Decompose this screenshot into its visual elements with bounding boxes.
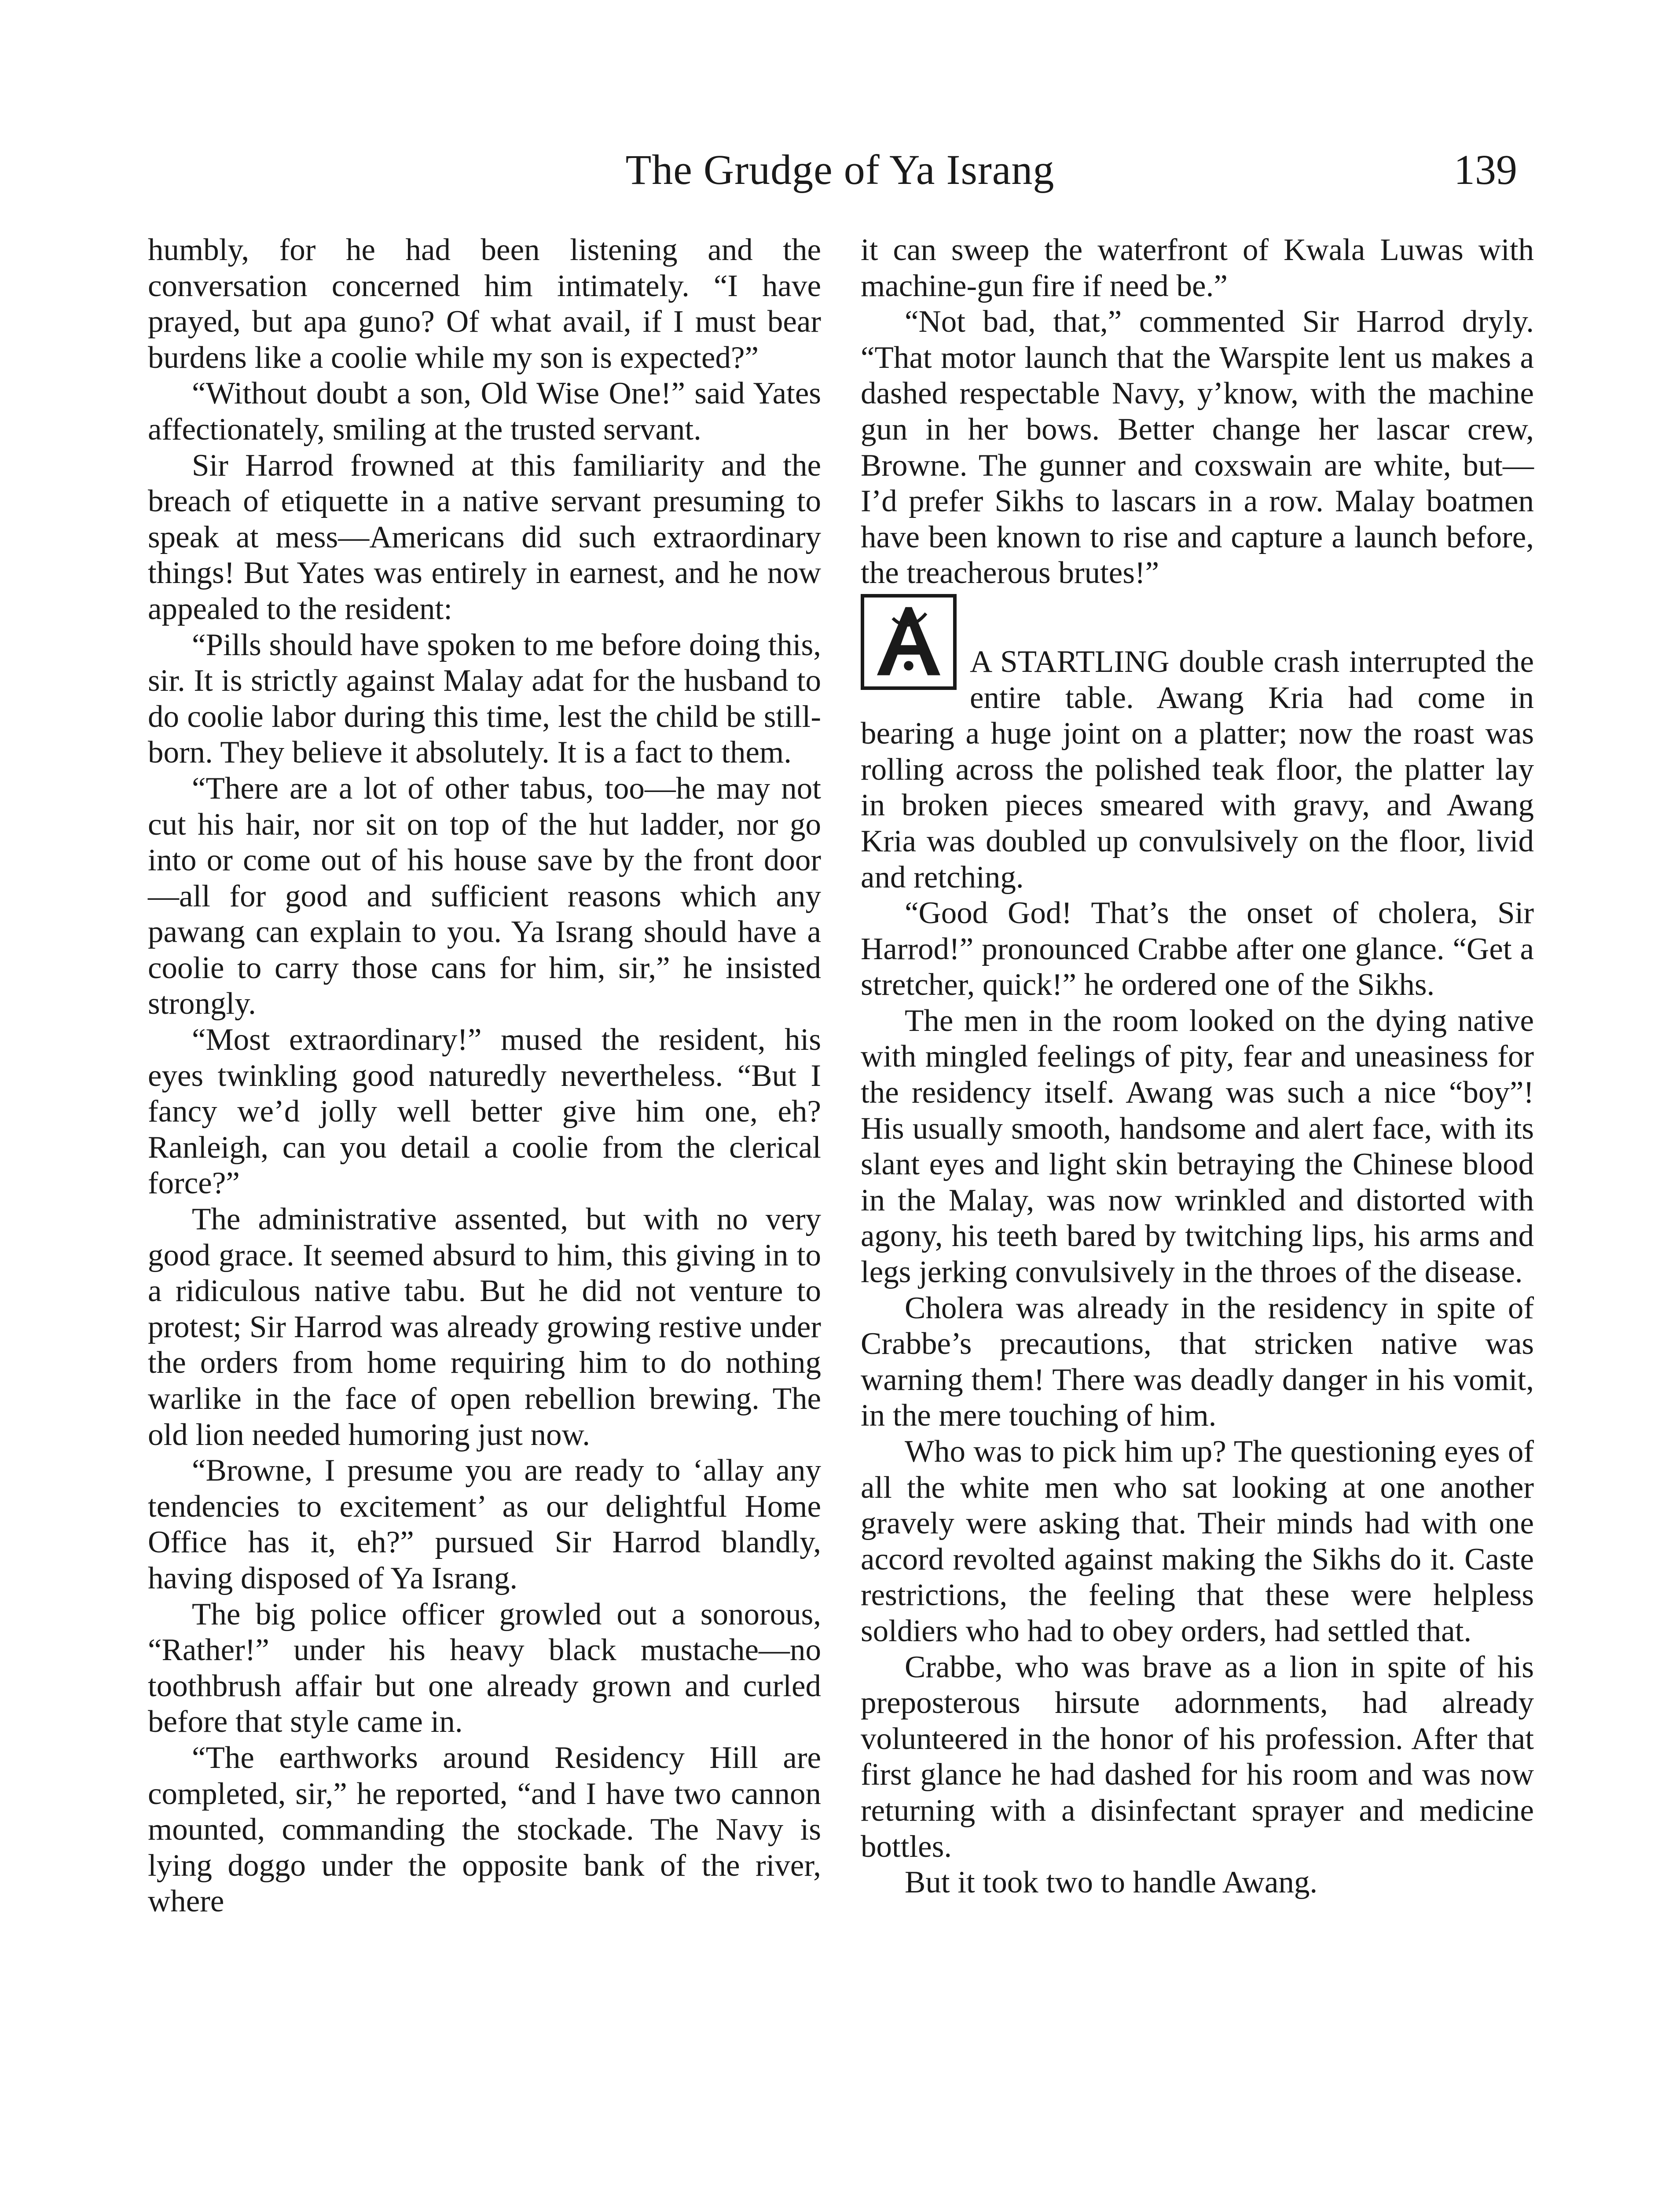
ornament-icon [869, 602, 948, 682]
paragraph: The men in the room looked on the dying native with mingled feelings of pity, fear and uneasiness for the residency itself. Awang was such a nice “boy”! His usually smooth, handsome and alert face, with its slant eyes and light skin betraying the Chinese blood in the Malay, was now wrinkled and distorted with agony, his teeth bared by twitching lips, his arms and legs jerking convulsively in the throes of the disease. [861, 1003, 1534, 1290]
paragraph: But it took two to handle Awang. [905, 1865, 1318, 1900]
paragraph: “There are a lot of other tabus, too—he may not cut his hair, nor sit on top of the hut ladder, nor go into or come out of his house save by the front door—all for good and sufficient reasons which any pawang can explain to you. Ya Israng should have a coolie to carry those cans for him, sir,” he insisted strongly. [148, 771, 821, 1021]
paragraph: The big police officer growled out a sonorous, “Rather!” under his heavy black mustache—no toothbrush affair but one already grown and curled before that style came in. [148, 1597, 821, 1739]
paragraph: it can sweep the waterfront of Kwala Luwas with machine-gun fire if need be.” [861, 233, 1534, 303]
page-header [0, 145, 1680, 207]
running-title: The Grudge of Ya Israng [625, 146, 1055, 193]
paragraph: The administrative assented, but with no very good grace. It seemed absurd to him, this giving in to a ridiculous native tabu. But he did not venture to protest; Sir Harrod was already growing restive under the orders from home requiring him to do nothing warlike in the face of open rebellion brewing. The old lion needed humoring just now. [148, 1202, 821, 1452]
paragraph: “Most extraordinary!” mused the resident, his eyes twinkling good naturedly nevertheless. “But I fancy we’d jolly well better give him one, eh? Ranleigh, can you detail a coolie from the clerical force?” [148, 1023, 821, 1201]
paragraph: humbly, for he had been listening and the conversation concerned him intimately. “I have prayed, but apa guno? Of what avail, if I must bear burdens like a coolie while my son is expected?” [148, 233, 821, 375]
paragraph: Cholera was already in the residency in spite of Crabbe’s precautions, that stricken native was warning them! There was deadly danger in his vomit, in the mere touching of him. [861, 1291, 1534, 1433]
paragraph: “Not bad, that,” commented Sir Harrod dryly. “That motor launch that the Warspite lent us makes a dashed respectable Navy, y’know, with the machine gun in her bows. Better change her lascar crew, Browne. The gunner and coxswain are white, but—I’d prefer Sikhs to lascars in a row. Malay boatmen have been known to rise and capture a launch before, the treacherous brutes!” [861, 304, 1534, 590]
paragraph: “Good God! That’s the onset of cholera, Sir Harrod!” pronounced Crabbe after one glance. “Get a stretcher, quick!” he ordered one of the Sikhs. [861, 896, 1534, 1002]
dropcap-paragraph: A STARTLING double crash interrupted the entire table. Awang Kria had come in bearing a huge joint on a platter; now the roast was rolling across the polished teak floor, the platter lay in broken pieces smeared with gravy, and Awang Kria was doubled up convulsively on the floor, livid and retching. [861, 644, 1534, 895]
left-column [148, 232, 821, 1920]
paragraph: Who was to pick him up? The questioning eyes of all the white men who sat looking at one another gravely were asking that. Their minds had with one accord revolted against making the Sikhs do it. Caste restrictions, the feeling that these were helpless soldiers who had to obey orders, had settled that. [861, 1434, 1534, 1648]
paragraph: Sir Harrod frowned at this familiarity and the breach of etiquette in a native servant presuming to speak at mess—Americans did such extraordinary things! But Yates was entirely in earnest, and he now appealed to the resident: [148, 448, 821, 626]
paragraph: “Pills should have spoken to me before doing this, sir. It is strictly against Malay adat for the husband to do coolie labor during this time, lest the child be still-born. They believe it absolutely. It is a fact to them. [148, 627, 821, 770]
paragraph: “Without doubt a son, Old Wise One!” said Yates affectionately, smiling at the trusted servant. [148, 376, 821, 447]
decorative-initial-icon [861, 594, 957, 690]
right-column [861, 232, 1534, 1901]
paragraph: “The earthworks around Residency Hill are completed, sir,” he reported, “and I have two cannon mounted, commanding the stockade. The Navy is lying doggo under the opposite bank of the river, where [148, 1740, 821, 1919]
page-number: 139 [1454, 146, 1517, 193]
paragraph: Crabbe, who was brave as a lion in spite of his preposterous hirsute adornments, had already volunteered in the honor of his profession. After that first glance he had dashed for his room and was now returning with a disinfectant sprayer and medicine bottles. [861, 1650, 1534, 1864]
paragraph: “Browne, I presume you are ready to ‘allay any tendencies to excitement’ as our delightful Home Office has it, eh?” pursued Sir Harrod blandly, having disposed of Ya Israng. [148, 1453, 821, 1595]
